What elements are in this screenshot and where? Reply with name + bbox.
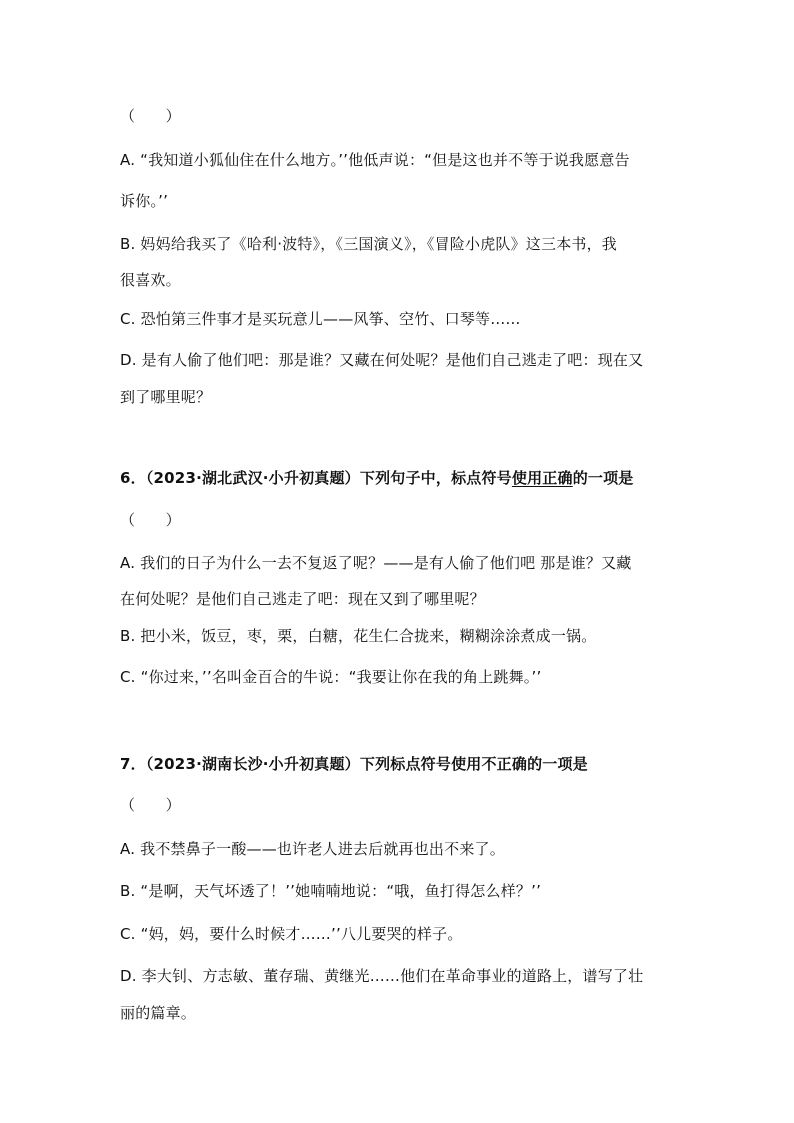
q7-option-a: A. 我不禁鼻子一酸——也许老人进去后就再也出不来了。 [120,840,505,858]
q6-heading-underlined: 使用正确 [511,469,573,487]
q6-option-c: C. “你过来，’’名叫金百合的牛说：“我要让你在我的角上跳舞。’’ [120,668,542,686]
q7-option-d-line2: 丽的篇章。 [120,1004,197,1022]
q5-option-c: C. 恐怕第三件事才是买玩意儿——风筝、空竹、口琴等…… [120,310,521,328]
q5-option-d-line1: D. 是有人偷了他们吧：那是谁？又藏在何处呢？是他们自己逃走了吧：现在又 [120,351,644,369]
q7-option-b: B. “是啊，天气坏透了！’’她喃喃地说：“哦，鱼打得怎么样？’’ [120,882,542,900]
q7-heading: 7．（2023·湖南长沙·小升初真题）下列标点符号使用不正确的一项是 [120,755,588,773]
q6-answer-parentheses: （ ） [120,511,181,529]
q6-option-b: B. 把小米，饭豆，枣，栗，白糖，花生仁合拢来，糊糊涂涂煮成一锅。 [120,627,597,645]
q5-option-b-line2: 很喜欢。 [120,271,181,289]
q6-heading-prefix: 6．（2023·湖北武汉·小升初真题）下列句子中，标点符号 [120,469,512,487]
q7-option-d-line1: D. 李大钊、方志敏、董存瑞、黄继光……他们在革命事业的道路上，谱写了壮 [120,967,644,985]
q5-option-a-line2: 诉你。’’ [120,192,169,210]
q5-option-d-line2: 到了哪里呢？ [120,388,212,406]
q6-heading [120,468,634,488]
q7-option-c: C. “妈，妈，要什么时候才……’’八儿要哭的样子。 [120,925,463,943]
q5-option-b-line1: B. 妈妈给我买了《哈利·波特》，《三国演义》，《冒险小虎队》这三本书，我 [120,235,617,253]
q5-answer-parentheses: （ ） [120,107,181,125]
q6-heading-suffix: 的一项是 [572,469,634,487]
q6-option-a-line1: A. 我们的日子为什么一去不复返了呢？——是有人偷了他们吧 那是谁？又藏 [120,554,632,572]
q5-option-a-line1: A. “我知道小狐仙住在什么地方。’’他低声说：“但是这也并不等于说我愿意告 [120,151,630,169]
q6-option-a-line2: 在何处呢？是他们自己逃走了吧：现在又到了哪里呢？ [120,590,485,608]
q7-answer-parentheses: （ ） [120,796,181,814]
